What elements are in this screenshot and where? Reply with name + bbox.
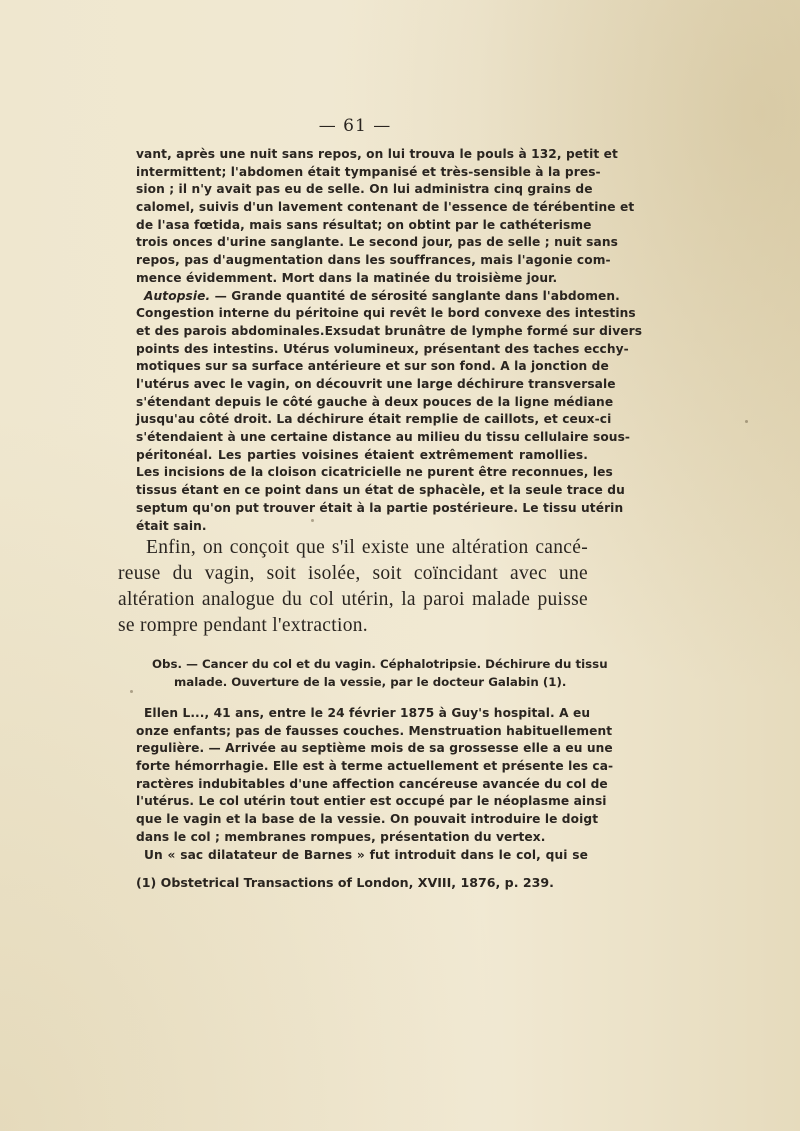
text-line: l'utérus. Le col utérin tout entier est occupé par le néoplasme ainsi (136, 794, 607, 809)
paragraph-autopsy (136, 288, 643, 536)
text-line: Les incisions de la cloison cicatricielle ne purent être reconnues, les (136, 465, 613, 480)
text-line: forte hémorrhagie. Elle est à terme actuellement et présente les ca- (136, 759, 614, 774)
text-line: malade. Ouverture de la vessie, par le docteur Galabin (1). (174, 675, 567, 689)
text-line: intermittent; l'abdomen était tympanisé et très-sensible à la pres- (136, 164, 601, 179)
text-line: jusqu'au côté droit. La déchirure était remplie de caillots, et ceux-ci (136, 412, 612, 427)
text-line: onze enfants; pas de fausses couches. Menstruation habituellement (136, 723, 613, 738)
text-line: Enfin, on conçoit que s'il existe une altération cancé- (146, 537, 588, 558)
autopsy-first-line: — Grande quantité de sérosité sanglante dans l'abdomen. (210, 288, 620, 303)
page-number: — 61 — (318, 116, 392, 136)
observation-heading (152, 655, 608, 691)
text-line: Congestion interne du péritoine qui revêt le bord convexe des intestins (136, 306, 636, 321)
text-line: points des intestins. Utérus volumineux, présentant des taches ecchy- (136, 341, 629, 356)
paragraph-case-history (136, 146, 635, 288)
text-line: tissus étant en ce point dans un état de sphacèle, et la seule trace du (136, 483, 625, 498)
paper-speck (745, 420, 748, 423)
footnote: (1) Obstetrical Transactions of London, XVIII, 1876, p. 239. (136, 875, 554, 890)
paper-speck (130, 690, 133, 693)
text-line: était sain. (136, 518, 207, 533)
text-line: de l'asa fœtida, mais sans résultat; on obtint par le cathéterisme (136, 217, 592, 232)
text-line: trois onces d'urine sanglante. Le second jour, pas de selle ; nuit sans (136, 235, 618, 250)
text-line: se rompre pendant l'extraction. (118, 615, 368, 636)
text-line: Ellen L..., 41 ans, entre le 24 février 1875 à Guy's hospital. A eu (144, 706, 591, 720)
text-line (136, 288, 620, 306)
text-line: reuse du vagin, soit isolée, soit coïncidant avec une (118, 563, 588, 584)
text-line: sion ; il n'y avait pas eu de selle. On lui administra cinq grains de (136, 182, 593, 197)
text-line: Obs. — Cancer du col et du vagin. Céphalotripsie. Déchirure du tissu (152, 657, 608, 671)
text-line: repos, pas d'augmentation dans les souffrances, mais l'agonie com- (136, 253, 611, 268)
text-line: regulière. — Arrivée au septième mois de sa grossesse elle a eu une (136, 741, 613, 756)
text-line: l'utérus avec le vagin, on découvrit une large déchirure transversale (136, 377, 616, 392)
text-line: et des parois abdominales.Exsudat brunâtre de lymphe formé sur divers (136, 323, 643, 338)
text-line: péritonéal. Les parties voisines étaient extrêmement ramollies. (136, 447, 588, 462)
text-line: ractères indubitables d'une affection cancéreuse avancée du col de (136, 776, 608, 791)
paper-speck (311, 519, 314, 522)
text-line: motiques sur sa surface antérieure et sur son fond. A la jonction de (136, 359, 609, 374)
text-line: septum qu'on put trouver était à la partie postérieure. Le tissu utérin (136, 500, 624, 515)
text-line: calomel, suivis d'un lavement contenant de l'essence de térébentine et (136, 200, 635, 215)
text-line: s'étendant depuis le côté gauche à deux pouces de la ligne médiane (136, 394, 614, 409)
text-line: dans le col ; membranes rompues, présentation du vertex. (136, 829, 546, 844)
text-line: altération analogue du col utérin, la paroi malade puisse (118, 589, 588, 610)
paragraph-observation (136, 705, 614, 864)
main-paragraph (118, 535, 588, 639)
text-line: Un « sac dilatateur de Barnes » fut introduit dans le col, qui se (144, 847, 588, 862)
text-line: vant, après une nuit sans repos, on lui trouva le pouls à 132, petit et (136, 147, 618, 161)
text-line: que le vagin et la base de la vessie. On pouvait introduire le doigt (136, 812, 599, 827)
text-line: s'étendaient à une certaine distance au milieu du tissu cellulaire sous- (136, 430, 631, 445)
autopsy-label: Autopsie. (144, 288, 211, 303)
text-line: mence évidemment. Mort dans la matinée du troisième jour. (136, 270, 558, 285)
